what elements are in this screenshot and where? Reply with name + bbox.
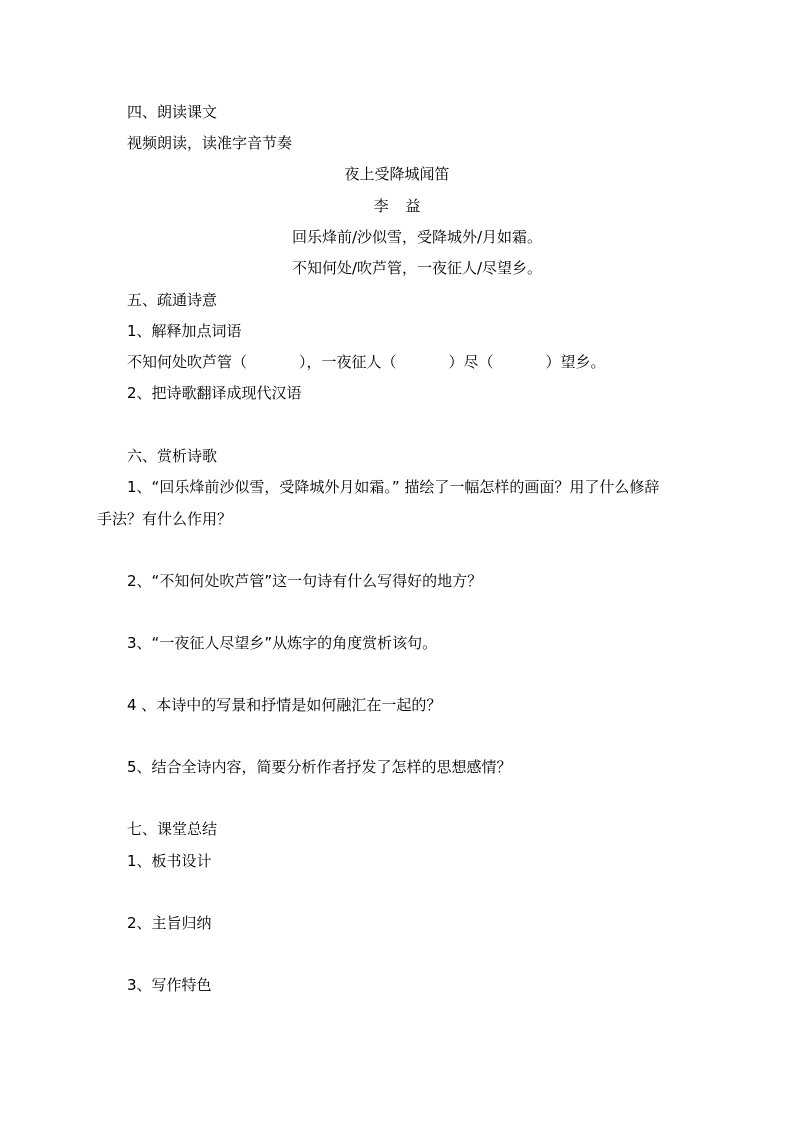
- section6-heading: 六、赏析诗歌: [127, 447, 218, 465]
- section6-q3: 3、“一夜征人尽望乡”从炼字的角度赏析该句。: [127, 634, 438, 652]
- section7-heading: 七、课堂总结: [127, 820, 218, 838]
- poem-author: 李 益: [373, 197, 427, 215]
- section7-item2: 2、主旨归纳: [127, 914, 212, 932]
- section6-q4: 4 、本诗中的写景和抒情是如何融汇在一起的？: [127, 696, 442, 714]
- poem-line-2: 不知何处/吹芦管，一夜征人/尽望乡。: [291, 259, 543, 277]
- section7-item1: 1、板书设计: [127, 852, 212, 870]
- section6-q1-line2: 手法？有什么作用？: [97, 510, 233, 528]
- section7-item3: 3、写作特色: [127, 976, 212, 994]
- fill-in-part: ）望乡。: [545, 353, 606, 371]
- section6-q5: 5、结合全诗内容，简要分析作者抒发了怎样的思想感情？: [127, 758, 512, 776]
- section6-q2: 2、“不知何处吹芦管”这一句诗有什么写得好的地方？: [127, 572, 483, 590]
- section5-heading: 五、疏通诗意: [127, 291, 218, 309]
- section5-q2-label: 2、把诗歌翻译成现代汉语: [127, 384, 302, 402]
- section6-q1-line1: 1、“回乐烽前沙似雪，受降城外月如霜。” 描绘了一幅怎样的画面？用了什么修辞: [127, 478, 660, 496]
- section4-heading: 四、朗读课文: [127, 103, 218, 121]
- poem-line-1: 回乐烽前/沙似雪，受降城外/月如霜。: [291, 228, 543, 246]
- fill-in-part: ），一夜征人（: [299, 353, 397, 371]
- section4-instruction: 视频朗读，读准字音节奏: [127, 134, 293, 152]
- poem-title: 夜上受降城闻笛: [344, 165, 450, 183]
- fill-in-part: ）尽（: [448, 353, 494, 371]
- section5-q1-label: 1、解释加点词语: [127, 322, 242, 340]
- fill-in-part: 不知何处吹芦管（: [127, 353, 248, 371]
- section5-q1-fill-in: [127, 352, 606, 372]
